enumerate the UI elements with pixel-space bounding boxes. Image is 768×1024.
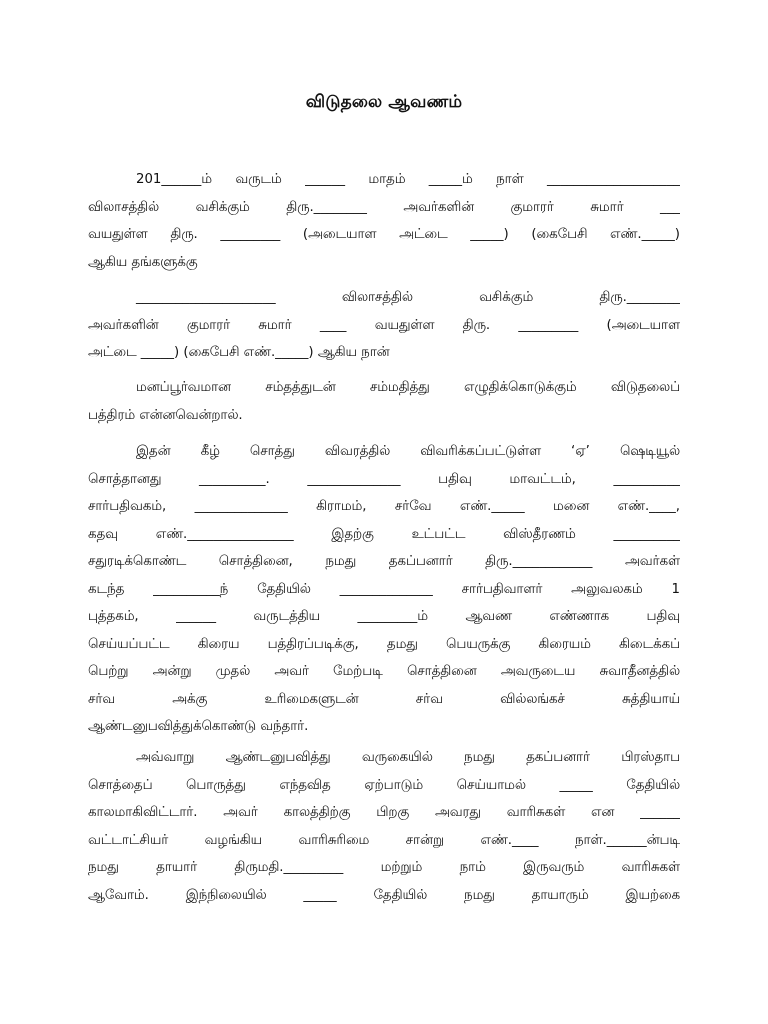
text-line: கடந்த __________ந் தேதியில் ______________ சார்பதிவாளர் அலுவலகம் 1 bbox=[88, 581, 680, 597]
text-line: செய்யப்பட்ட கிரைய பத்திரப்படிக்கு, தமது பெயருக்கு கிரையம் கிடைக்கப் bbox=[88, 636, 680, 652]
text-line: சர்வ அக்கு உரிமைகளுடன் சர்வ வில்லங்கச் சுத்தியாய் bbox=[88, 691, 680, 707]
text-line: நமது தாயார் திருமதி._________ மற்றும் நாம் இருவரும் வாரிசுகள் bbox=[88, 860, 680, 875]
text-line: அட்டை _____) (கைபேசி எண்._____) ஆகிய நான் bbox=[88, 345, 390, 360]
paragraph-executant bbox=[88, 284, 680, 367]
text-line: இதன் கீழ் சொத்து விவரத்தில் விவரிக்கப்பட்டுள்ள ‘ஏ’ ஷெடியூல் bbox=[136, 444, 680, 459]
text-line: 201______ம் வருடம் ______ மாதம் _____ம் நாள் ____________________ bbox=[136, 172, 680, 187]
text-line: ஆண்டனுபவித்துக்கொண்டு வந்தார். bbox=[88, 719, 309, 734]
text-line: மனப்பூர்வமான சம்தத்துடன் சம்மதித்து எழுதிக்கொடுக்கும் விடுதலைப் bbox=[136, 380, 680, 395]
paragraph-inheritance bbox=[88, 744, 680, 909]
text-line: காலமாகிவிட்டார். அவர் காலத்திற்கு பிறகு அவரது வாரிசுகள் என ______ bbox=[88, 805, 680, 820]
paragraph-intent bbox=[88, 374, 680, 429]
text-line: சார்பதிவகம், ______________ கிராமம், சர்வே எண்._____ மனை எண்.____, bbox=[88, 499, 680, 514]
text-line: புத்தகம், ______ வருடத்திய _________ம் ஆவண எண்ணாக பதிவு bbox=[88, 609, 680, 624]
paragraph-addressee bbox=[88, 166, 680, 276]
text-line: சொத்தானது __________. ______________ பதிவு மாவட்டம், __________ bbox=[88, 471, 680, 487]
document-title: விடுதலை ஆவணம் bbox=[305, 92, 463, 112]
text-line: கதவு எண்.________________ இதற்கு உட்பட்ட விஸ்தீரணம் __________ bbox=[88, 526, 680, 542]
text-line: பெற்று அன்று முதல் அவர் மேற்படி சொத்தினை அவருடைய சுவாதீனத்தில் bbox=[88, 664, 680, 679]
paragraph-property-details bbox=[88, 438, 680, 741]
text-line: பத்திரம் என்னவென்றால். bbox=[88, 407, 243, 423]
text-line: சதுரடிக்கொண்ட சொத்தினை, நமது தகப்பனார் திரு.____________ அவர்கள் bbox=[88, 554, 680, 569]
text-line: வயதுள்ள திரு. _________ (அடையாள அட்டை _____) (கைபேசி எண்._____) bbox=[88, 227, 680, 242]
text-line: விலாசத்தில் வசிக்கும் திரு.________ அவர்களின் குமாரர் சுமார் ___ bbox=[88, 199, 680, 215]
text-line: ஆகிய தங்களுக்கு bbox=[88, 254, 198, 270]
text-line: சொத்தைப் பொருத்து எந்தவித ஏற்பாடும் செய்யாமல் _____ தேதியில் bbox=[88, 777, 680, 793]
text-line: அவர்களின் குமாரர் சுமார் ____ வயதுள்ள திரு. _________ (அடையாள bbox=[88, 317, 680, 333]
text-line: _____________________ விலாசத்தில் வசிக்கும் திரு.________ bbox=[136, 290, 680, 305]
text-line: ஆவோம். இந்நிலையில் _____ தேதியில் நமது தாயாரும் இயற்கை bbox=[88, 887, 680, 903]
text-line: அவ்வாறு ஆண்டனுபவித்து வருகையில் நமது தகப்பனார் பிரஸ்தாப bbox=[136, 750, 680, 765]
text-line: வட்டாட்சியர் வழங்கிய வாரிசுரிமை சான்று எண்.____ நாள்.______ன்படி bbox=[88, 832, 680, 848]
